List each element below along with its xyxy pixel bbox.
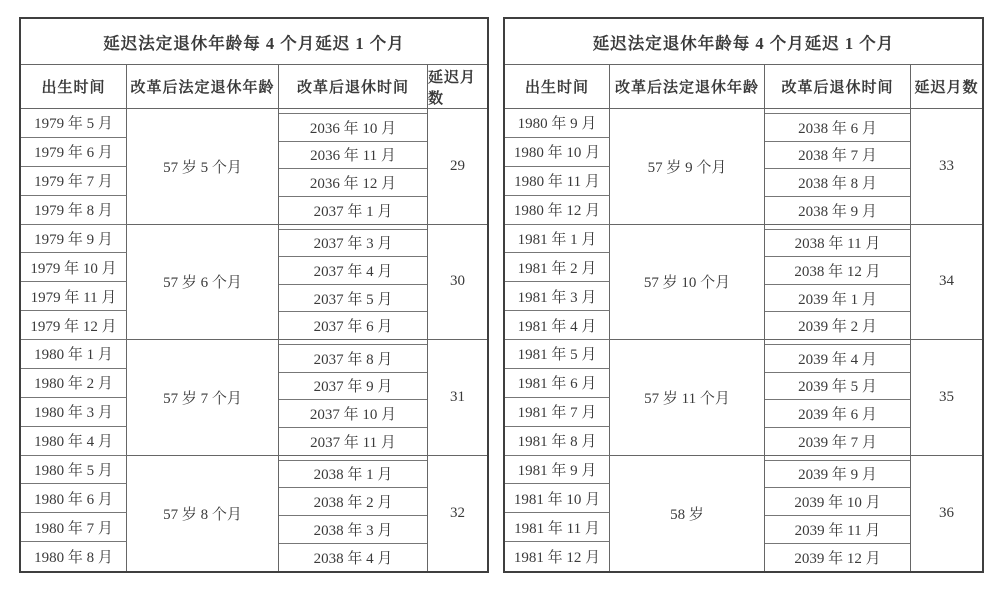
delay-months-cell: 35 <box>911 340 982 456</box>
birth-date-cell: 1980 年 10 月 <box>505 138 610 167</box>
retirement-age-cell: 57 岁 11 个月 <box>610 340 765 456</box>
table-header-row <box>505 65 982 109</box>
birth-date-cell: 1979 年 10 月 <box>21 253 127 282</box>
birth-date-cell: 1980 年 4 月 <box>21 427 127 456</box>
delay-months-cell: 31 <box>428 340 487 456</box>
retirement-date-stack <box>765 460 910 572</box>
column-header-retirement-date: 改革后退休时间 <box>765 65 911 108</box>
column-header-birth-date: 出生时间 <box>505 65 610 108</box>
retirement-date-cell: 2039 年 9 月 <box>765 461 910 489</box>
retirement-date-cell: 2038 年 1 月 <box>279 461 427 489</box>
retirement-date-stack <box>279 113 427 224</box>
delay-months-cell: 29 <box>428 109 487 225</box>
retirement-table-left <box>19 17 489 573</box>
retirement-date-stack <box>279 344 427 455</box>
birth-date-cell: 1979 年 5 月 <box>21 109 127 138</box>
birth-date-cell: 1980 年 7 月 <box>21 513 127 542</box>
retirement-date-cell: 2037 年 8 月 <box>279 345 427 373</box>
retirement-age-cell: 57 岁 5 个月 <box>127 109 279 225</box>
retirement-date-stack <box>279 460 427 572</box>
retirement-date-cell: 2037 年 5 月 <box>279 285 427 313</box>
retirement-date-cell: 2039 年 4 月 <box>765 345 910 373</box>
column-header-retirement-age: 改革后法定退休年龄 <box>127 65 279 108</box>
birth-date-cell: 1981 年 9 月 <box>505 456 610 485</box>
delay-months-cell: 32 <box>450 504 465 521</box>
retirement-age-cell: 57 岁 8 个月 <box>127 456 279 572</box>
birth-date-cell: 1980 年 5 月 <box>21 456 127 485</box>
birth-date-cell: 1981 年 6 月 <box>505 369 610 398</box>
retirement-date-cell: 2037 年 3 月 <box>279 230 427 258</box>
column-header-retirement-date: 改革后退休时间 <box>279 65 428 108</box>
retirement-date-cell: 2036 年 12 月 <box>279 169 427 197</box>
retirement-tables-container <box>19 17 984 573</box>
retirement-date-cell: 2039 年 12 月 <box>794 551 881 568</box>
birth-date-cell: 1979 年 11 月 <box>21 282 127 311</box>
retirement-date-group <box>279 109 428 225</box>
delay-months-cell: 34 <box>911 225 982 341</box>
retirement-date-cell: 2039 年 7 月 <box>798 434 877 451</box>
retirement-date-cell: 2038 年 8 月 <box>765 169 910 197</box>
birth-date-cell: 1981 年 11 月 <box>505 513 610 542</box>
retirement-age-cell: 58 岁 <box>610 456 765 572</box>
table-title: 延迟法定退休年龄每 4 个月延迟 1 个月 <box>505 19 982 65</box>
retirement-date-cell: 2037 年 11 月 <box>310 434 396 451</box>
column-header-birth-date: 出生时间 <box>21 65 127 108</box>
retirement-date-cell: 2039 年 11 月 <box>765 516 910 544</box>
retirement-date-cell: 2038 年 2 月 <box>279 488 427 516</box>
delay-months-cell: 30 <box>428 225 487 341</box>
retirement-date-cell: 2038 年 4 月 <box>313 551 393 568</box>
birth-date-cell: 1981 年 5 月 <box>505 340 610 369</box>
retirement-date-cell: 2038 年 6 月 <box>765 114 910 142</box>
retirement-date-cell: 2038 年 12 月 <box>765 257 910 285</box>
retirement-date-group <box>279 456 428 572</box>
birth-date-cell: 1980 年 12 月 <box>505 196 610 225</box>
birth-date-cell: 1980 年 11 月 <box>505 167 610 196</box>
retirement-date-stack <box>765 113 910 224</box>
birth-date-cell: 1980 年 1 月 <box>21 340 127 369</box>
delay-months-cell: 33 <box>911 109 982 225</box>
retirement-date-cell: 2038 年 7 月 <box>765 142 910 170</box>
birth-date-cell: 1981 年 2 月 <box>505 253 610 282</box>
retirement-date-group <box>765 225 911 341</box>
retirement-date-cell: 2036 年 11 月 <box>279 142 427 170</box>
birth-date-cell: 1979 年 8 月 <box>21 196 127 225</box>
retirement-date-cell: 2037 年 6 月 <box>313 319 393 336</box>
birth-date-cell: 1981 年 12 月 <box>505 542 610 571</box>
birth-date-cell: 1981 年 4 月 <box>505 311 610 340</box>
table-header-row <box>21 65 487 109</box>
retirement-date-stack <box>765 344 910 455</box>
birth-date-cell: 1980 年 8 月 <box>21 542 127 571</box>
birth-date-cell: 1981 年 7 月 <box>505 398 610 427</box>
retirement-age-cell: 57 岁 9 个月 <box>610 109 765 225</box>
birth-date-cell: 1979 年 7 月 <box>21 167 127 196</box>
table-title: 延迟法定退休年龄每 4 个月延迟 1 个月 <box>21 19 487 65</box>
retirement-age-cell: 57 岁 6 个月 <box>127 225 279 341</box>
birth-date-cell: 1980 年 2 月 <box>21 369 127 398</box>
table-body <box>21 109 487 571</box>
retirement-date-cell: 2039 年 2 月 <box>798 319 877 336</box>
birth-date-cell: 1981 年 8 月 <box>505 427 610 456</box>
retirement-date-group <box>279 225 428 341</box>
retirement-age-cell: 57 岁 10 个月 <box>610 225 765 341</box>
table-body <box>505 109 982 571</box>
retirement-date-group <box>765 109 911 225</box>
column-header-retirement-age: 改革后法定退休年龄 <box>610 65 765 108</box>
retirement-date-cell: 2039 年 10 月 <box>765 488 910 516</box>
retirement-date-group <box>765 340 911 456</box>
retirement-date-cell: 2038 年 11 月 <box>765 230 910 258</box>
retirement-date-cell: 2038 年 9 月 <box>798 203 877 220</box>
retirement-date-cell: 2039 年 1 月 <box>765 285 910 313</box>
retirement-date-cell: 2037 年 1 月 <box>313 203 393 220</box>
retirement-date-cell: 2039 年 5 月 <box>765 373 910 401</box>
retirement-date-cell: 2037 年 4 月 <box>279 257 427 285</box>
birth-date-cell: 1981 年 10 月 <box>505 484 610 513</box>
retirement-date-cell: 2037 年 10 月 <box>279 400 427 428</box>
birth-date-cell: 1980 年 6 月 <box>21 484 127 513</box>
retirement-age-cell: 57 岁 7 个月 <box>127 340 279 456</box>
birth-date-cell: 1979 年 12 月 <box>21 311 127 340</box>
column-header-delay-months: 延迟月数 <box>428 69 477 107</box>
retirement-date-cell: 2038 年 3 月 <box>279 516 427 544</box>
retirement-date-cell: 2036 年 10 月 <box>279 114 427 142</box>
birth-date-cell: 1979 年 9 月 <box>21 225 127 254</box>
column-header-delay-months: 延迟月数 <box>914 80 979 96</box>
retirement-table-right <box>503 17 984 573</box>
retirement-date-stack <box>279 229 427 340</box>
delay-months-cell: 36 <box>939 504 954 521</box>
retirement-date-stack <box>765 229 910 340</box>
birth-date-cell: 1981 年 3 月 <box>505 282 610 311</box>
birth-date-cell: 1980 年 9 月 <box>505 109 610 138</box>
retirement-date-group <box>765 456 911 572</box>
retirement-date-cell: 2039 年 6 月 <box>765 400 910 428</box>
birth-date-cell: 1980 年 3 月 <box>21 398 127 427</box>
retirement-date-cell: 2037 年 9 月 <box>279 373 427 401</box>
birth-date-cell: 1981 年 1 月 <box>505 225 610 254</box>
birth-date-cell: 1979 年 6 月 <box>21 138 127 167</box>
retirement-date-group <box>279 340 428 456</box>
